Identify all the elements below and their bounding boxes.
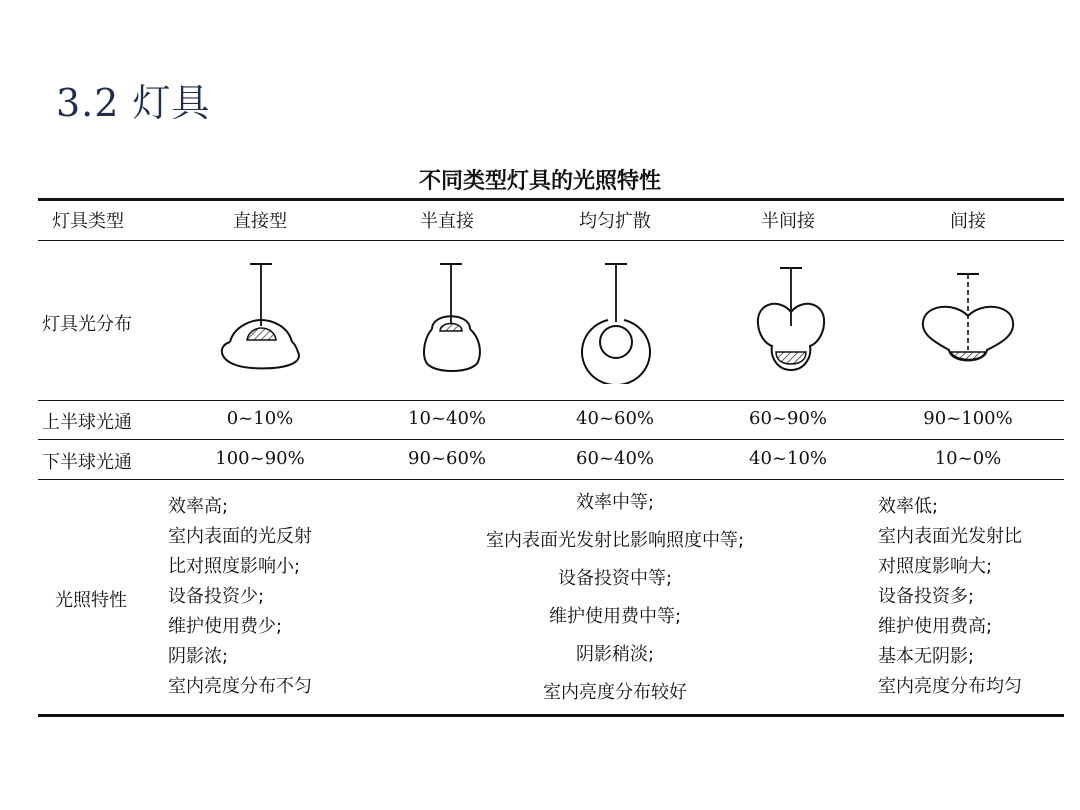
- characteristics-indirect-line: 维护使用费高;: [878, 616, 993, 637]
- indirect-lamp-icon: [915, 254, 1025, 384]
- lower-flux-indirect: 10~0%: [934, 448, 1002, 469]
- table-bottom-rule: [38, 714, 1064, 717]
- row-label-distribution: 灯具光分布: [42, 314, 132, 335]
- semi-indirect-lamp-icon: [740, 254, 840, 384]
- characteristics-middle-line: 维护使用费中等;: [548, 606, 682, 627]
- distribution-rule: [38, 400, 1064, 401]
- characteristics-indirect-line: 效率低;: [878, 496, 939, 517]
- col-head-semi-direct: 半直接: [420, 211, 474, 232]
- col-head-direct: 直接型: [233, 211, 287, 232]
- row-label-upper-flux: 上半球光通: [42, 412, 132, 433]
- characteristics-indirect-line: 室内亮度分布均匀: [878, 676, 1022, 697]
- characteristics-direct-line: 比对照度影响小;: [168, 556, 301, 577]
- col-head-diffuse: 均匀扩散: [579, 211, 651, 232]
- characteristics-middle-line: 阴影稍淡;: [575, 644, 655, 665]
- table-top-rule: [38, 198, 1064, 201]
- characteristics-indirect: [878, 492, 1022, 702]
- lower-flux-diffuse: 60~40%: [576, 448, 654, 469]
- table-caption: 不同类型灯具的光照特性: [418, 169, 661, 194]
- row-label-characteristics: 光照特性: [55, 590, 127, 611]
- characteristics-direct-line: 设备投资少;: [168, 586, 265, 607]
- characteristics-direct-line: 室内表面的光反射: [168, 526, 312, 547]
- col-head-semi-indirect: 半间接: [761, 211, 815, 232]
- characteristics-middle-line: 设备投资中等;: [557, 568, 673, 589]
- upper-flux-semi-direct: 10~40%: [408, 408, 486, 429]
- characteristics-indirect-line: 室内表面光发射比: [878, 526, 1022, 547]
- upper-flux-direct: 0~10%: [226, 408, 294, 429]
- lower-flux-direct: 100~90%: [215, 448, 305, 469]
- characteristics-indirect-line: 对照度影响大;: [878, 556, 993, 577]
- col-head-indirect: 间接: [950, 211, 986, 232]
- upper-flux-diffuse: 40~60%: [576, 408, 654, 429]
- characteristics-direct-line: 效率高;: [168, 496, 229, 517]
- lower-flux-semi-direct: 90~60%: [408, 448, 486, 469]
- slide-title: 3.2 灯具: [56, 81, 211, 125]
- upper-flux-semi-indirect: 60~90%: [749, 408, 827, 429]
- characteristics-indirect-line: 基本无阴影;: [878, 646, 975, 667]
- characteristics-middle-line: 效率中等;: [575, 492, 655, 513]
- characteristics-direct: [168, 492, 312, 702]
- characteristics-direct-line: 室内亮度分布不匀: [168, 676, 312, 697]
- characteristics-middle: [430, 484, 800, 712]
- diffuse-lamp-icon: [568, 254, 668, 384]
- upper-rule: [38, 439, 1064, 440]
- direct-lamp-icon: [212, 254, 312, 384]
- characteristics-direct-line: 维护使用费少;: [168, 616, 283, 637]
- characteristics-middle-line: 室内亮度分布较好: [543, 682, 687, 703]
- lower-flux-semi-indirect: 40~10%: [749, 448, 827, 469]
- upper-flux-indirect: 90~100%: [923, 408, 1013, 429]
- header-label: 灯具类型: [52, 211, 124, 232]
- characteristics-direct-line: 阴影浓;: [168, 646, 229, 667]
- row-label-lower-flux: 下半球光通: [42, 452, 132, 473]
- header-rule: [38, 240, 1064, 241]
- semi-direct-lamp-icon: [402, 254, 502, 384]
- characteristics-middle-line: 室内表面光发射比影响照度中等;: [485, 530, 745, 551]
- lower-rule: [38, 479, 1064, 480]
- characteristics-indirect-line: 设备投资多;: [878, 586, 975, 607]
